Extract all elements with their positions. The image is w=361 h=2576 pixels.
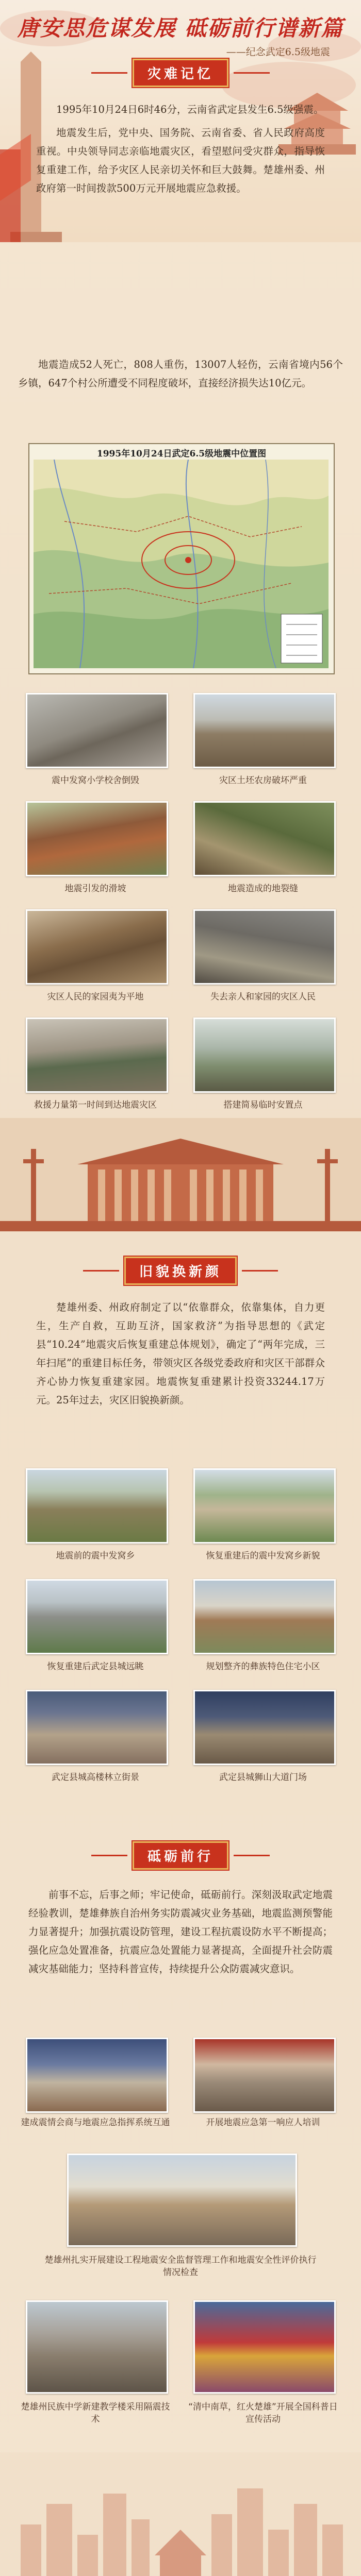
photo-collapsed-school [26,693,168,768]
city-skyline-illustration [0,2452,361,2576]
photo-caption: 地震引发的滑坡 [64,884,126,894]
photo-ground-fissure [193,801,336,876]
photo-caption: 建成震情会商与地震应急指挥系统互通 [21,2117,170,2128]
page-subtitle: ——纪念武定6.5级地震 [226,46,330,58]
photo-caption: 失去亲人和家园的灾区人民 [210,992,316,1002]
photo-caption: 武定县城高楼林立街景 [52,1772,139,1783]
photo-caption: 规划整齐的彝族特色住宅小区 [206,1662,320,1672]
section-heading-label: 灾难记忆 [133,59,228,87]
paragraph: 前事不忘，后事之师；牢记使命，砥砺前行。深刻汲取武定地震经验教训，楚雄彝族自治州务实防震减灾业务基础，地震监测预警能力显著提升；加强抗震设防管理，建设工程抗震设防水平不断提高；强化应急处置准备，抗震应急处置能力显著提高，全面提升社会防震减灾基础能力；坚持科普宣传，持续提升公众防震减灾意识。 [28,1889,333,1975]
great-hall-illustration [0,1118,361,1231]
section-heading-forge-ahead [0,1842,361,1869]
map-graphic [34,460,329,668]
photo-rescue-force [26,1018,168,1093]
photo-yi-residential [193,1579,336,1654]
section-heading-disaster-memory [0,59,361,86]
photo-landslide [26,801,168,876]
photo-caption: 楚雄州扎实开展建设工程地震安全监督管理工作和地震安全性评价执行情况检查 [44,2255,317,2278]
paragraph: 地震发生后，党中央、国务院、云南省委、省人民政府高度重视。中央领导同志亲临地震灾区，看望慰问受灾群众，指导恢复重建工作，给予灾区人民亲切关怀和巨大鼓舞。楚雄州委、州政府第一时间拨款500万元开展地震应急救援。 [36,127,325,194]
photo-caption: 楚雄州民族中学新建教学楼采用隔震技术 [21,2402,170,2425]
photo-damaged-houses [193,693,336,768]
epicenter-map [28,443,335,674]
photo-caption: 恢复重建后武定县城远眺 [47,1662,144,1672]
photo-caption: 灾区土坯农房破坏严重 [219,775,307,786]
photo-responder-training [193,2038,336,2113]
photo-seismic-isolation [26,2300,168,2394]
photo-displaced-people [193,909,336,985]
page-title: 唐安思危谋发展 砥砺前行谱新篇 [17,15,344,41]
photo-caption: 地震前的震中发窝乡 [56,1551,135,1561]
photo-high-rise-street [26,1690,168,1765]
header-banner [0,0,361,242]
photo-caption: 地震造成的地裂缝 [228,884,298,894]
paragraph: 楚雄州委、州政府制定了以“依靠群众，依靠集体，自力更生，生产自救，互助互济，国家救济”为指导思想的《武定县“10.24”地震灾后恢复重建总体规划》，确定了“两年完成，三年扫尾”的重建目标任务，带领灾区各级党委政府和灾区干部群众齐心协力恢复重建家园。地震恢复重建累计投资33244.17万元。25年过去，灾区旧貌换新颜。 [36,1301,325,1406]
photo-caption: 搭建简易临时安置点 [223,1100,303,1110]
photo-caption: 武定县城狮山大道门场 [219,1772,307,1783]
map-title: 1995年10月24日武定6.5级地震中位置图 [96,449,267,459]
paragraph: 1995年10月24日6时46分，云南省武定县发生6.5级强震。 [56,104,324,115]
photo-caption: 救援力量第一时间到达地震灾区 [34,1100,157,1110]
photo-county-town-view [26,1579,168,1654]
photo-caption: 震中发窝小学校舍倒毁 [52,775,139,786]
paragraph: 地震造成52人死亡，808人重伤，13007人轻伤，云南省境内56个乡镇，647个村公所遭受不同程度破坏，直接经济损失达10亿元。 [18,359,343,389]
photo-caption: 开展地震应急第一响应人培训 [206,2117,320,2128]
photo-faowo-before [26,1468,168,1544]
photo-faowo-after [193,1468,336,1544]
photo-caption: 灾区人民的家园夷为平地 [47,992,144,1002]
section-heading-new-look [0,1257,361,1284]
photo-flattened-homes [26,909,168,985]
photo-science-day [193,2300,336,2394]
section-heading-label: 砥砺前行 [133,1841,228,1870]
section-heading-label: 旧貌换新颜 [124,1257,237,1285]
photo-shishan-avenue [193,1690,336,1765]
photo-command-system [26,2038,168,2113]
photo-caption: “清中南草，红火楚雄”开展全国科普日宣传活动 [188,2402,338,2425]
photo-temporary-shelter [193,1018,336,1093]
photo-caption: 恢复重建后的震中发窝乡新貌 [206,1551,320,1561]
photo-safety-inspection [67,2154,297,2247]
